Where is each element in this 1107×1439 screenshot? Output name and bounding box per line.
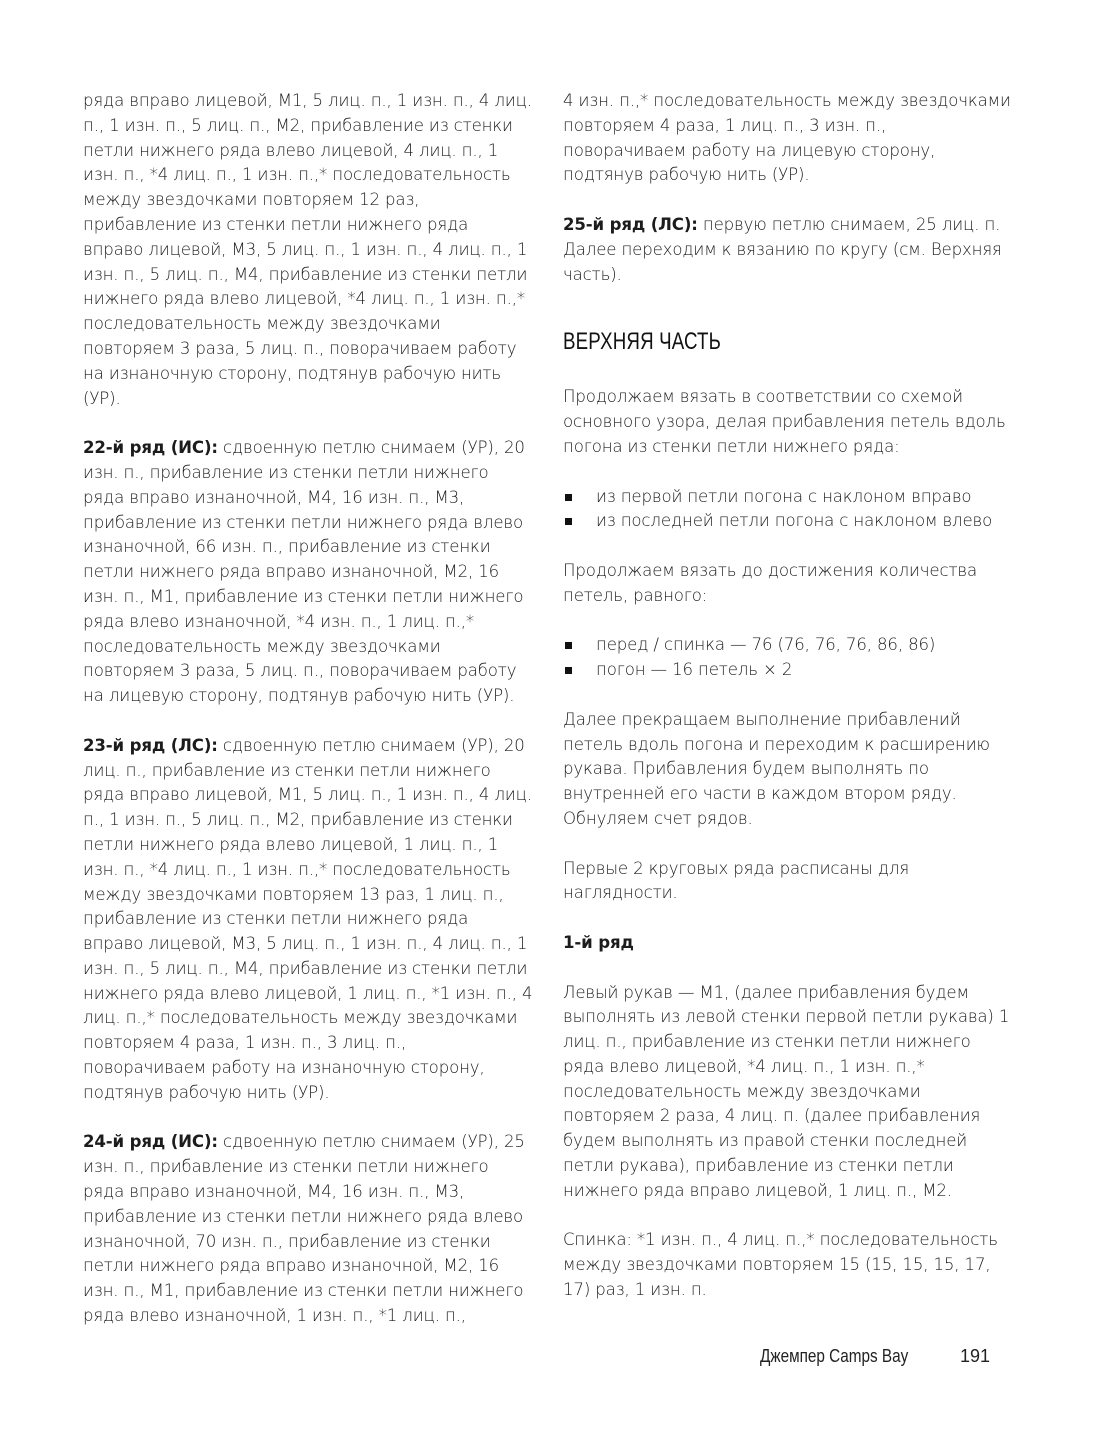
left-column <box>83 89 533 1354</box>
paragraph-intro: Продолжаем вязать в соответствии со схемой основного узора, делая прибавления петель вдоль погона из стенки петли нижнего ряда: <box>563 387 1006 456</box>
paragraph-first-rounds: Первые 2 круговых ряда расписаны для наглядности. <box>563 858 909 903</box>
paragraph-row24 <box>83 1130 533 1328</box>
footer-title: Джемпер Camps Bay <box>760 1346 909 1366</box>
paragraph-count: Продолжаем вязать до достижения количества петель, равного: <box>563 560 977 605</box>
section-heading: ВЕРХНЯЯ ЧАСТЬ <box>563 328 722 356</box>
page-footer <box>760 1346 991 1367</box>
row-label: 23-й ряд (ЛС): <box>83 735 218 755</box>
list-item: из последней петли погона с наклоном влево <box>563 509 1013 534</box>
bullet-list-counts <box>563 633 1013 683</box>
paragraph-row22 <box>83 436 533 709</box>
bullet-list-increases <box>563 485 1013 535</box>
paragraph-back: Спинка: *1 изн. п., 4 лиц. п.,* последовательность между звездочками повторяем 15 (15, 15, 15, 17, 17) раз, 1 изн. п. <box>563 1230 998 1300</box>
bullet-square-icon <box>565 518 572 525</box>
bullet-square-icon <box>565 642 572 649</box>
paragraph-row21-continuation: ряда вправо лицевой, М1, 5 лиц. п., 1 изн. п., 4 лиц. п., 1 изн. п., 5 лиц. п., М2, прибавление из стенки петли нижнего ряда влево лицевой, 4 лиц. п., 1 изн. п., *4 лиц. п., 1 изн. п.,* последовательность между звездочками повторяем 12 раз, прибавление из стенки петли нижнего ряда вправо лицевой, М3, 5 лиц. п., 1 изн. п., 4 лиц. п., 1 изн. п., 5 лиц. п., М4, прибавление из стенки петли нижнего ряда влево лицевой, *4 лиц. п., 1 изн. п.,* последовательность между звездочками повторяем 3 раза, 5 лиц. п., поворачиваем работу на изнаночную сторону, подтянув рабочую нить (УР). <box>83 91 532 408</box>
list-item: перед / спинка — 76 (76, 76, 76, 86, 86) <box>563 633 1013 658</box>
row-label: 25-й ряд (ЛС): <box>563 214 698 234</box>
paragraph-row25 <box>563 213 1013 287</box>
list-item: из первой петли погона с наклоном вправо <box>563 485 1013 510</box>
page-number: 191 <box>960 1346 991 1366</box>
row-text: сдвоенную петлю снимаем (УР), 25 изн. п., прибавление из стенки петли нижнего ряда вправо изнаночной, М4, 16 изн. п., М3, прибавление из стенки петли нижнего ряда влево изнаночной, 70 изн. п., прибавление из стенки петли нижнего ряда вправо изнаночной, М2, 16 изн. п., М1, прибавление из стенки петли нижнего ряда влево изнаночной, 1 изн. п., *1 лиц. п., <box>83 1132 525 1326</box>
list-item: погон — 16 петель × 2 <box>563 658 1013 683</box>
row-text: сдвоенную петлю снимаем (УР), 20 лиц. п., прибавление из стенки петли нижнего ряда вправо лицевой, М1, 5 лиц. п., 1 изн. п., 4 лиц. п., 1 изн. п., 5 лиц. п., М2, прибавление из стенки петли нижнего ряда влево лицевой, 1 лиц. п., 1 изн. п., *4 лиц. п., 1 изн. п.,* последовательность между звездочками повторяем 13 раз, 1 лиц. п., прибавление из стенки петли нижнего ряда вправо лицевой, М3, 5 лиц. п., 1 изн. п., 4 лиц. п., 1 изн. п., 5 лиц. п., М4, прибавление из стенки петли нижнего ряда влево лицевой, 1 лиц. п., *1 изн. п., 4 лиц. п.,* последовательность между звездочками повторяем 4 раза, 1 изн. п., 3 лиц. п., поворачиваем работу на изнаночную сторону, подтянув рабочую нить (УР). <box>83 735 533 1102</box>
bullet-square-icon <box>565 667 572 674</box>
row-text: первую петлю снимаем, 25 лиц. п. Далее переходим к вязанию по кругу (см. Верхняя часть). <box>563 214 1002 284</box>
paragraph-left-sleeve: Левый рукав — М1, (далее прибавления будем выполнять из левой стенки первой петли рукава) 1 лиц. п., прибавление из стенки петли нижнего ряда влево лицевой, *4 лиц. п., 1 изн. п.,* последовательность между звездочками повторяем 2 раза, 4 лиц. п. (далее прибавления будем выполнять из правой стенки последней петли рукава), прибавление из стенки петли нижнего ряда вправо лицевой, 1 лиц. п., М2. <box>563 982 1010 1200</box>
bullet-square-icon <box>565 494 572 501</box>
paragraph-row24-continuation: 4 изн. п.,* последовательность между звездочками повторяем 4 раза, 1 лиц. п., 3 изн. п., поворачиваем работу на лицевую сторону, подтянув рабочую нить (УР). <box>563 91 1011 185</box>
paragraph-stop-increases: Далее прекращаем выполнение прибавлений петель вдоль погона и переходим к расширению рукава. Прибавления будем выполнять по внутренней его части в каждом втором ряду. Обнуляем счет рядов. <box>563 709 990 828</box>
row-label: 24-й ряд (ИС): <box>83 1132 218 1152</box>
row1-heading: 1-й ряд <box>563 932 634 952</box>
row-text: сдвоенную петлю снимаем (УР), 20 изн. п., прибавление из стенки петли нижнего ряда вправо изнаночной, М4, 16 изн. п., М3, прибавление из стенки петли нижнего ряда влево изнаночной, 66 изн. п., прибавление из стенки петли нижнего ряда вправо изнаночной, М2, 16 изн. п., М1, прибавление из стенки петли нижнего ряда влево изнаночной, *4 изн. п., 1 лиц. п.,* последовательность между звездочками повторяем 3 раза, 5 лиц. п., поворачиваем работу на лицевую сторону, подтянув рабочую нить (УР). <box>83 438 525 706</box>
row-label: 22-й ряд (ИС): <box>83 438 218 458</box>
paragraph-row23 <box>83 734 533 1106</box>
right-column <box>563 89 1013 1328</box>
